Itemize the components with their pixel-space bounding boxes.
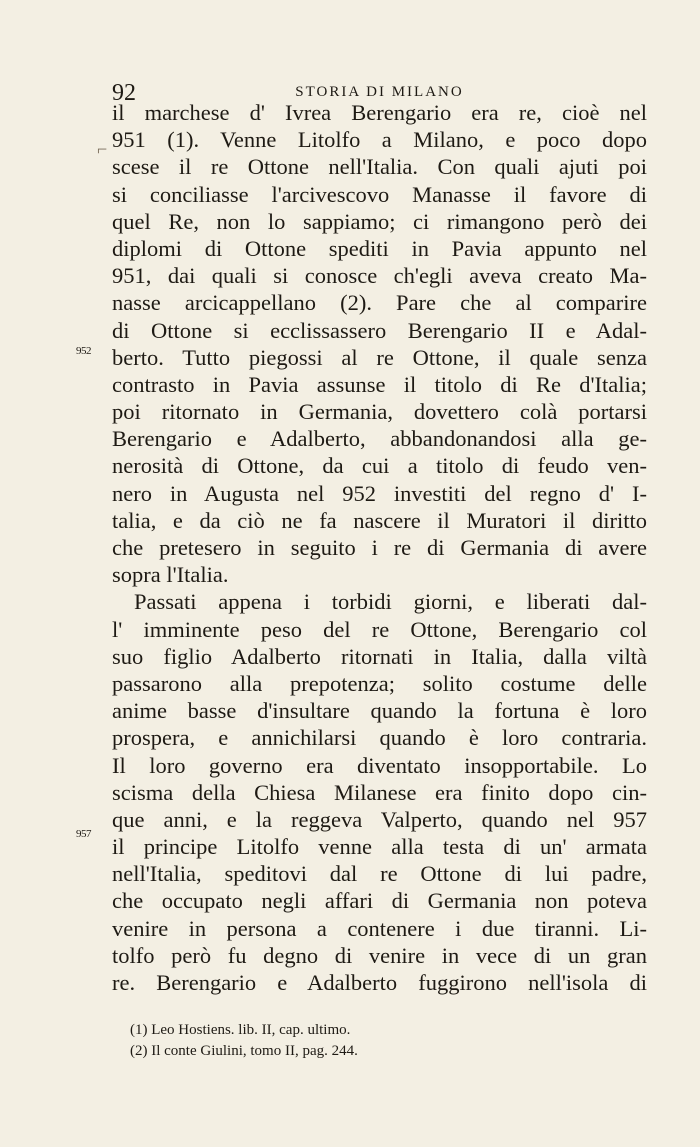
- text-line: prospera, e annichilarsi quando è loro contraria.: [112, 725, 647, 751]
- text-line: passarono alla prepotenza; solito costume delle: [112, 670, 647, 696]
- text-line: 951, dai quali si conosce ch'egli aveva creato Ma-: [112, 263, 647, 289]
- text-line: venire in persona a contenere i due tiranni. Li-: [112, 915, 647, 941]
- text-line: suo figlio Adalberto ritornati in Italia, dalla viltà: [112, 643, 647, 669]
- text-line: il marchese d' Ivrea Berengario era re, cioè nel: [112, 100, 647, 125]
- text-line: poi ritornato in Germania, dovettero colà portarsi: [112, 399, 647, 425]
- text-line: Passati appena i torbidi giorni, e liberati dal-: [134, 589, 647, 615]
- text-line: che occupato negli affari di Germania non poteva: [112, 888, 647, 914]
- text-line: scese il re Ottone nell'Italia. Con quali ajuti poi: [112, 154, 647, 180]
- text-line: Berengario e Adalberto, abbandonandosi alla ge-: [112, 426, 647, 452]
- text-line: re. Berengario e Adalberto fuggirono nell'isola di: [112, 970, 647, 995]
- text-line: berto. Tutto piegossi al re Ottone, il quale senza: [112, 344, 647, 370]
- footnotes: [130, 1020, 610, 1062]
- text-line: contrasto in Pavia assunse il titolo di Re d'Italia;: [112, 371, 647, 397]
- text-line: il principe Litolfo venne alla testa di un' armata: [112, 834, 647, 860]
- page-number: 92: [112, 80, 136, 106]
- text-line: nerosità di Ottone, da cui a titolo di feudo ven-: [112, 453, 647, 479]
- text-line: si conciliasse l'arcivescovo Manasse il favore di: [112, 181, 647, 207]
- margin-note-year-952: 952: [76, 345, 91, 357]
- text-line: nero in Augusta nel 952 investiti del regno d' I-: [112, 480, 647, 506]
- text-line: che pretesero in seguito i re di Germania di avere: [112, 535, 647, 560]
- text-line: sopra l'Italia.: [112, 562, 229, 588]
- text-line: 951 (1). Venne Litolfo a Milano, e poco dopo: [112, 127, 647, 153]
- text-line: diplomi di Ottone spediti in Pavia appunto nel: [112, 235, 647, 261]
- text-line: di Ottone si ecclissassero Berengario II e Adal-: [112, 317, 647, 343]
- footnote: (1) Leo Hostiens. lib. II, cap. ultimo.: [130, 1022, 351, 1038]
- text-line: que anni, e la reggeva Valperto, quando nel 957: [112, 806, 647, 832]
- text-line: anime basse d'insultare quando la fortuna è loro: [112, 698, 647, 724]
- text-line: tolfo però fu degno di venire in vece di un gran: [112, 942, 647, 968]
- text-line: scisma della Chiesa Milanese era finito dopo cin-: [112, 779, 647, 805]
- text-line: talia, e da ciò ne fa nascere il Muratori il diritto: [112, 507, 647, 533]
- text-line: l' imminente peso del re Ottone, Berengario col: [112, 616, 647, 642]
- margin-note-year-957: 957: [76, 828, 91, 840]
- text-line: nasse arcicappellano (2). Pare che al comparire: [112, 290, 647, 316]
- footnote: (2) Il conte Giulini, tomo II, pag. 244.: [130, 1043, 358, 1059]
- body-text: [112, 99, 647, 996]
- text-line: nell'Italia, speditovi dal re Ottone di lui padre,: [112, 861, 647, 887]
- running-title: STORIA DI MILANO: [295, 84, 464, 100]
- pencil-mark: ⌐: [97, 139, 108, 159]
- text-line: quel Re, non lo sappiamo; ci rimangono però dei: [112, 208, 647, 234]
- text-line: Il loro governo era diventato insopportabile. Lo: [112, 752, 647, 778]
